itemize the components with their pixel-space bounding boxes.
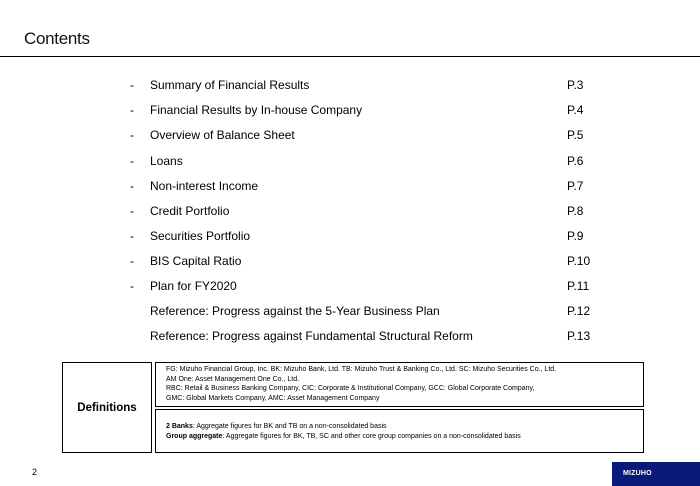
toc-label[interactable]: BIS Capital Ratio xyxy=(150,254,242,268)
toc-page: P.13 xyxy=(567,329,591,343)
toc-bullet: - xyxy=(130,279,134,293)
toc-bullet: - xyxy=(130,254,134,268)
definition-term: 2 Banks xyxy=(166,423,193,430)
toc-item[interactable] xyxy=(0,279,700,299)
toc-label[interactable]: Reference: Progress against Fundamental Structural Reform xyxy=(150,329,473,343)
definitions-abbreviations-box xyxy=(155,362,644,407)
toc-item[interactable] xyxy=(0,304,700,324)
toc-page: P.12 xyxy=(567,304,591,318)
toc-page: P.3 xyxy=(567,78,584,92)
definition-line: FG: Mizuho Financial Group, Inc. BK: Mizuho Bank, Ltd. TB: Mizuho Trust & Banking Co., Ltd. SC: Mizuho Securities Co., Ltd. xyxy=(166,366,557,373)
toc-bullet: - xyxy=(130,154,134,168)
page-title: Contents xyxy=(24,29,90,48)
logo-text: MIZUHO xyxy=(623,470,652,477)
toc-page: P.10 xyxy=(567,254,591,268)
title-divider xyxy=(0,56,700,57)
toc-page: P.8 xyxy=(567,204,584,218)
toc-bullet: - xyxy=(130,179,134,193)
definition-line: RBC: Retail & Business Banking Company, CIC: Corporate & Institutional Company, GCC: Global Corporate Company, xyxy=(166,385,535,392)
mizuho-logo xyxy=(612,462,700,486)
toc-label[interactable]: Credit Portfolio xyxy=(150,204,230,218)
definition-line: AM One: Asset Management One Co., Ltd. xyxy=(166,375,300,383)
toc-page: P.6 xyxy=(567,154,584,168)
definitions-label: Definitions xyxy=(77,401,137,414)
toc-item[interactable] xyxy=(0,254,700,274)
toc-item[interactable] xyxy=(0,154,700,174)
toc-bullet: - xyxy=(130,103,134,117)
definition-line: GMC: Global Markets Company, AMC: Asset Management Company xyxy=(166,394,380,402)
page-number: 2 xyxy=(32,467,38,477)
toc-label[interactable]: Non-interest Income xyxy=(150,179,259,193)
toc-label[interactable]: Reference: Progress against the 5-Year Business Plan xyxy=(150,304,440,318)
toc-item[interactable] xyxy=(0,204,700,224)
definition-text: : Aggregate figures for BK, TB, SC and other core group companies on a non-consolidated basis xyxy=(222,432,521,440)
toc-label[interactable]: Plan for FY2020 xyxy=(150,279,237,293)
toc-page: P.11 xyxy=(567,279,590,293)
toc-item[interactable] xyxy=(0,128,700,148)
toc-page: P.5 xyxy=(567,128,584,142)
definition-term: Group aggregate xyxy=(166,432,223,440)
toc-item[interactable] xyxy=(0,78,700,98)
toc-item[interactable] xyxy=(0,103,700,123)
toc-label[interactable]: Securities Portfolio xyxy=(150,229,251,243)
toc-label[interactable]: Overview of Balance Sheet xyxy=(150,128,295,142)
toc-bullet: - xyxy=(130,204,134,218)
toc-item[interactable] xyxy=(0,329,700,349)
toc-bullet: - xyxy=(130,78,134,92)
definition-term-row xyxy=(166,432,643,442)
definition-text: : Aggregate figures for BK and TB on a non-consolidated basis xyxy=(192,423,387,430)
definitions-terms-box xyxy=(155,409,644,453)
toc-bullet: - xyxy=(130,229,134,243)
definitions-heading xyxy=(62,362,152,453)
toc-page: P.9 xyxy=(567,229,584,243)
toc-page: P.4 xyxy=(567,103,584,117)
toc-label[interactable]: Financial Results by In-house Company xyxy=(150,103,363,117)
toc-bullet: - xyxy=(130,128,134,142)
toc-item[interactable] xyxy=(0,229,700,249)
toc-label[interactable]: Loans xyxy=(150,154,183,168)
toc-page: P.7 xyxy=(567,179,584,193)
definition-term-row xyxy=(166,422,643,432)
toc-label[interactable]: Summary of Financial Results xyxy=(150,78,310,92)
toc-item[interactable] xyxy=(0,179,700,199)
